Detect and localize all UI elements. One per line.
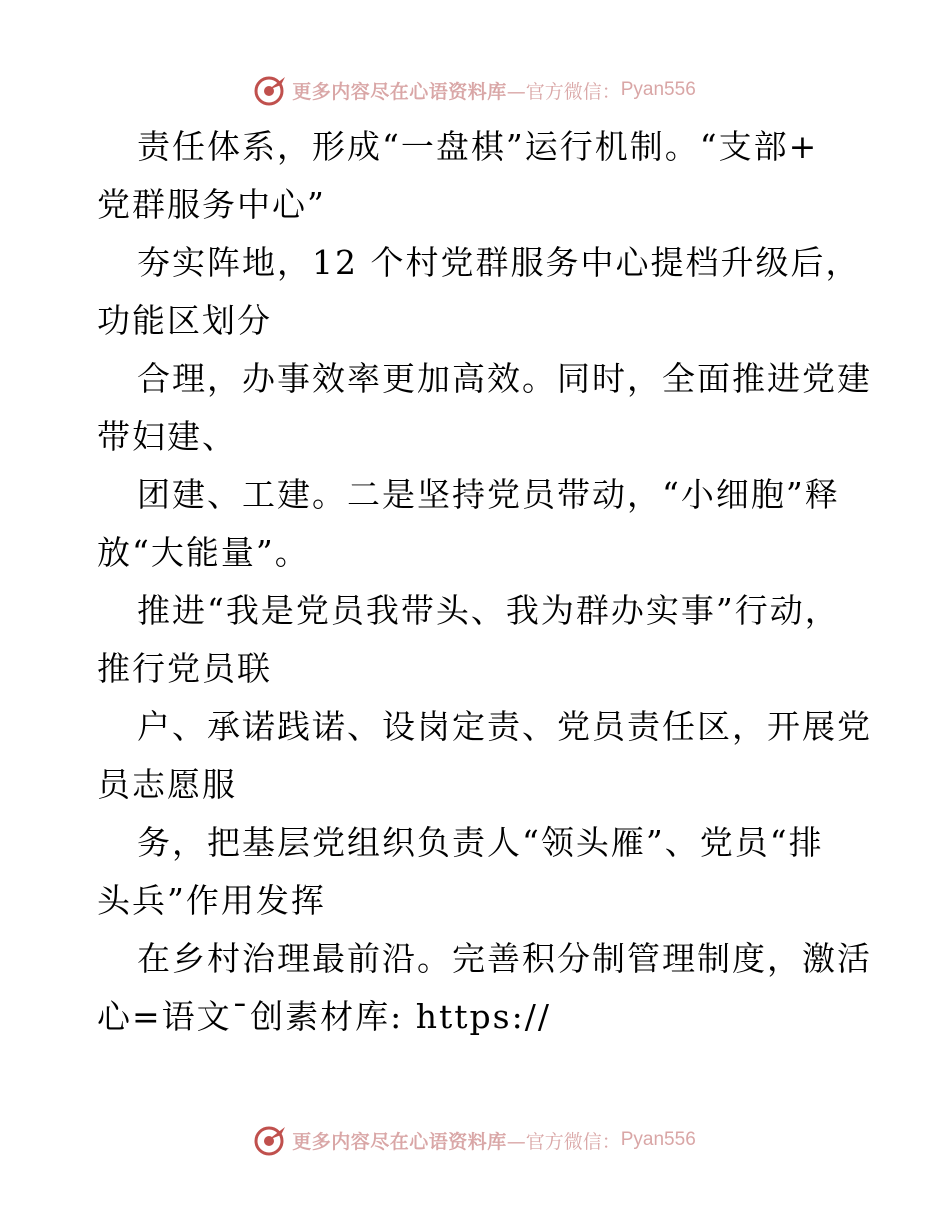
body-line: 责任体系，形成“一盘棋”运行机制。“支部+ (137, 127, 819, 166)
body-line: 党群服务中心” (97, 185, 326, 224)
footer-watermark (0, 1120, 950, 1160)
watermark-separator: —官方微信： (506, 80, 621, 103)
body-line: 在乡村治理最前沿。完善积分制管理制度，激活 (137, 939, 872, 978)
body-line: 户、承诺践诺、设岗定责、党员责任区，开展党 (137, 707, 872, 746)
watermark-text: 更多内容尽在心语资料库 (292, 1130, 507, 1153)
body-line: 心=语文¯创素材库: https:// (97, 997, 551, 1036)
watermark-separator: —官方微信： (506, 1130, 621, 1153)
body-line: 功能区划分 (97, 301, 272, 340)
watermark-logo-icon (254, 73, 288, 107)
body-line: 夯实阵地，12 个村党群服务中心提档升级后， (137, 243, 861, 282)
body-line: 放“大能量”。 (97, 533, 310, 572)
body-line: 带妇建、 (97, 417, 237, 456)
body-line: 推行党员联 (97, 649, 272, 688)
watermark-logo-icon (254, 1123, 288, 1157)
body-line: 推进“我是党员我带头、我为群办实事”行动， (137, 591, 840, 630)
document-body (97, 118, 872, 1046)
body-line: 团建、工建。二是坚持党员带动，“小细胞”释 (137, 475, 840, 514)
body-line: 头兵”作用发挥 (97, 881, 326, 920)
body-line: 员志愿服 (97, 765, 237, 804)
watermark-text: 更多内容尽在心语资料库 (292, 80, 507, 103)
watermark-account: Pyan556 (620, 79, 696, 100)
body-line: 合理，办事效率更加高效。同时，全面推进党建 (137, 359, 872, 398)
header-watermark (0, 70, 950, 110)
watermark-account: Pyan556 (620, 1129, 696, 1150)
body-line: 务，把基层党组织负责人“领头雁”、党员“排 (137, 823, 824, 862)
